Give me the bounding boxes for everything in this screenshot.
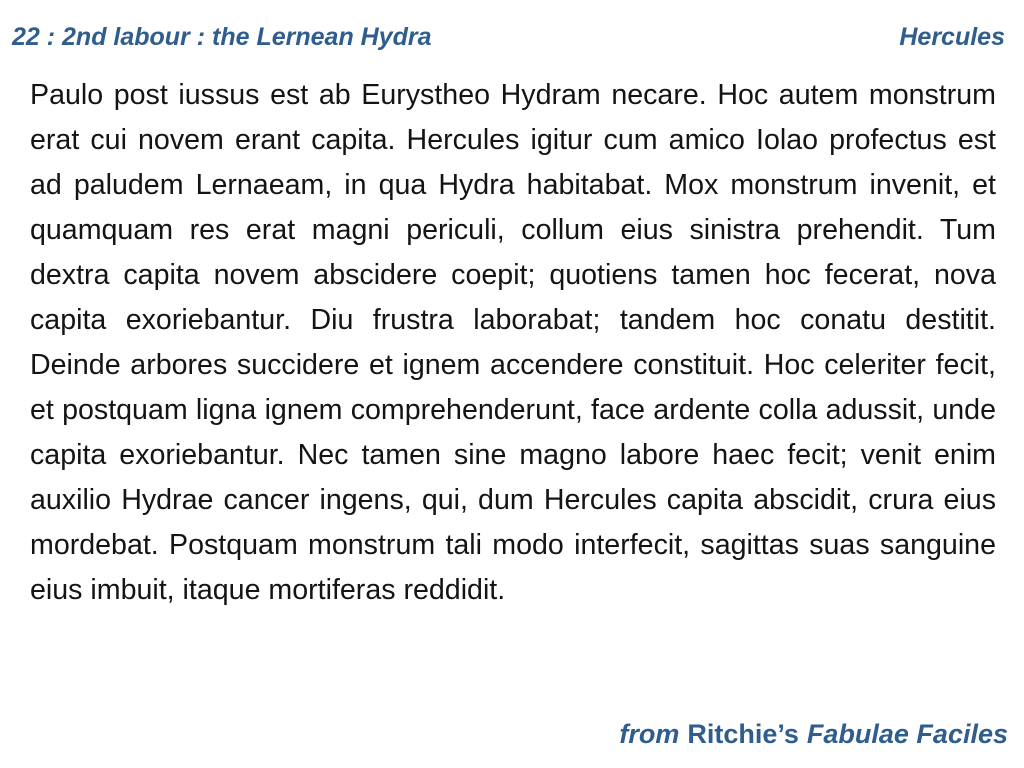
source-credit xyxy=(619,712,1008,756)
lesson-title: 22 : 2nd labour : the Lernean Hydra xyxy=(12,22,432,51)
source-prefix: from xyxy=(619,718,680,749)
latin-passage: Paulo post iussus est ab Eurystheo Hydram necare. Hoc autem monstrum erat cui novem erant capita. Hercules igitur cum amico Iolao profectus est ad paludem Lernaeam, in qua Hydra habitabat. Mox monstrum invenit, et quamquam res erat magni periculi, collum eius sinistra prehendit. Tum dextra capita novem abscidere coepit; quotiens tamen hoc fecerat, nova capita exoriebantur. Diu frustra laborabat; tandem hoc conatu destitit. Deinde arbores succidere et ignem accendere constituit. Hoc celeriter fecit, et postquam ligna ignem comprehenderunt, face ardente colla adussit, unde capita exoriebantur. Nec tamen sine magno labore haec fecit; venit enim auxilio Hydrae cancer ingens, qui, dum Hercules capita abscidit, crura eius mordebat. Postquam monstrum tali modo interfecit, sagittas suas sanguine eius imbuit, itaque mortiferas reddidit. xyxy=(30,79,996,606)
source-author: Ritchie’s xyxy=(687,718,799,749)
section-title: Hercules xyxy=(899,22,1005,51)
page-header xyxy=(12,17,1005,57)
source-book-title: Fabulae Faciles xyxy=(806,718,1008,749)
